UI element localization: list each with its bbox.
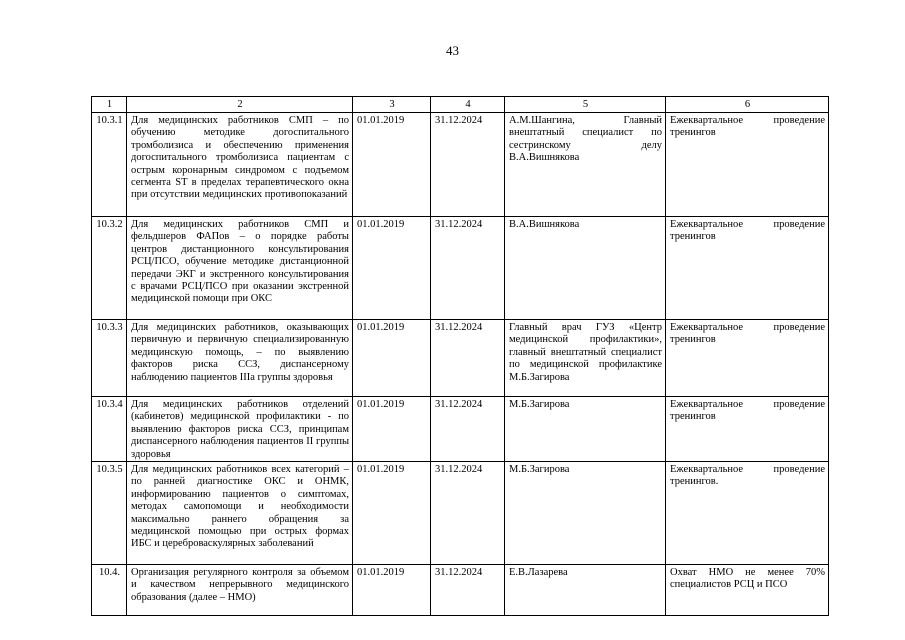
header-col-1: 1 — [92, 97, 127, 113]
start-date: 01.01.2019 — [353, 113, 431, 217]
row-number: 10.3.1 — [92, 113, 127, 217]
result: Ежеквартальное проведение тренингов. — [666, 462, 829, 565]
end-date: 31.12.2024 — [431, 320, 505, 397]
result: Охват НМО не менее 70% специалистов РСЦ и ПСО — [666, 565, 829, 616]
responsible: Е.В.Лазарева — [505, 565, 666, 616]
table-row — [92, 397, 829, 462]
responsible: В.А.Вишнякова — [505, 217, 666, 320]
start-date: 01.01.2019 — [353, 320, 431, 397]
responsible: М.Б.Загирова — [505, 397, 666, 462]
activity-text: Для медицинских работников СМП – по обучению методике догоспитального тромболизиса и обеспечению применения догоспитального тромболизиса пациентам с острым коронарным синдромом с подъемом сегмента ST в пределах терапевтического окна при отсутствии медицинских противопоказаний — [127, 113, 353, 217]
responsible: М.Б.Загирова — [505, 462, 666, 565]
header-col-5: 5 — [505, 97, 666, 113]
header-row — [92, 97, 829, 113]
activity-text: Для медицинских работников СМП и фельдшеров ФАПов – о порядке работы центров дистанционного консультирования РСЦ/ПСО, обучение методике дистанционной передачи ЭКГ и экстренного консультирования с врачами РСЦ/ПСО при оказании экстренной медицинской помощи при ОКС — [127, 217, 353, 320]
start-date: 01.01.2019 — [353, 217, 431, 320]
row-number: 10.3.3 — [92, 320, 127, 397]
end-date: 31.12.2024 — [431, 565, 505, 616]
result: Ежеквартальное проведение тренингов — [666, 113, 829, 217]
table-row — [92, 113, 829, 217]
responsible: Главный врач ГУЗ «Центр медицинской профилактики», главный внештатный специалист по медицинской профилактике М.Б.Загирова — [505, 320, 666, 397]
row-number: 10.3.2 — [92, 217, 127, 320]
end-date: 31.12.2024 — [431, 217, 505, 320]
start-date: 01.01.2019 — [353, 565, 431, 616]
plan-table — [91, 96, 829, 616]
result: Ежеквартальное проведение тренингов — [666, 397, 829, 462]
table-row — [92, 462, 829, 565]
end-date: 31.12.2024 — [431, 462, 505, 565]
page-number: 43 — [446, 43, 459, 58]
header-col-3: 3 — [353, 97, 431, 113]
activity-text: Организация регулярного контроля за объемом и качеством непрерывного медицинского образования (далее – НМО) — [127, 565, 353, 616]
activity-text: Для медицинских работников всех категорий – по ранней диагностике ОКС и ОНМК, информированию пациентов о симптомах, методах самопомощи и необходимости максимально раннего обращения за медицинской помощью при острых формах ИБС и цереброваскулярных заболеваний — [127, 462, 353, 565]
start-date: 01.01.2019 — [353, 462, 431, 565]
activity-text: Для медицинских работников отделений (кабинетов) медицинской профилактики - по выявлению факторов риска ССЗ, принципам диспансерного наблюдения пациентов II группы здоровья — [127, 397, 353, 462]
end-date: 31.12.2024 — [431, 397, 505, 462]
activity-text: Для медицинских работников, оказывающих первичную и первичную специализированную медицинскую помощь, – по выявлению факторов риска ССЗ, диспансерному наблюдению пациентов IIIa группы здоровья — [127, 320, 353, 397]
header-col-2: 2 — [127, 97, 353, 113]
result: Ежеквартальное проведение тренингов — [666, 320, 829, 397]
end-date: 31.12.2024 — [431, 113, 505, 217]
header-col-6: 6 — [666, 97, 829, 113]
row-number: 10.4. — [92, 565, 127, 616]
row-number: 10.3.4 — [92, 397, 127, 462]
result: Ежеквартальное проведение тренингов — [666, 217, 829, 320]
start-date: 01.01.2019 — [353, 397, 431, 462]
table-row — [92, 217, 829, 320]
table-row — [92, 565, 829, 616]
header-col-4: 4 — [431, 97, 505, 113]
row-number: 10.3.5 — [92, 462, 127, 565]
table-row — [92, 320, 829, 397]
responsible: А.М.Шангина, Главный внештатный специалист по сестринскому делу В.А.Вишнякова — [505, 113, 666, 217]
